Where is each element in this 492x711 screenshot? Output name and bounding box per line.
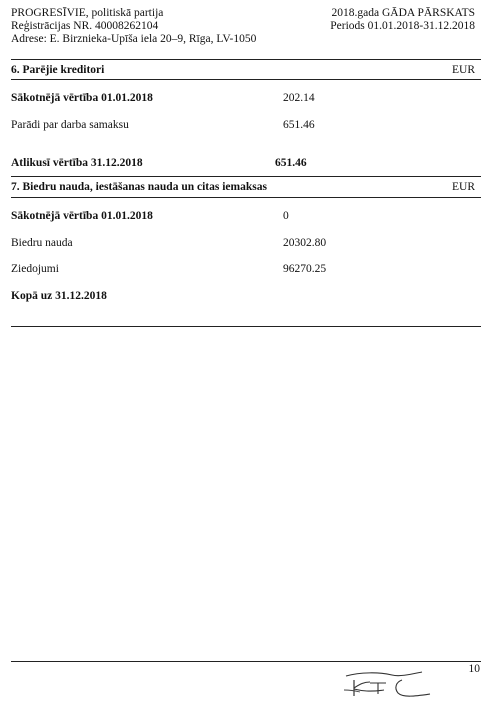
organization-name: PROGRESĪVIE, politiskā partija — [11, 7, 164, 19]
section6-header-rule — [11, 79, 481, 80]
section7-row-value: 20302.80 — [283, 237, 327, 249]
registration-number: Reģistrācijas NR. 40008262104 — [11, 20, 159, 32]
section7-row-label: Sākotnējā vērtība 01.01.2018 — [11, 210, 153, 222]
section7-top-rule — [11, 176, 481, 177]
section7-row-value: 0 — [283, 210, 289, 222]
report-period: Periods 01.01.2018-31.12.2018 — [330, 20, 475, 32]
section7-bottom-rule — [11, 326, 481, 327]
section7-row-value: 96270.25 — [283, 263, 327, 275]
section6-row-value: 202.14 — [283, 92, 315, 104]
section7-row-label: Ziedojumi — [11, 263, 59, 275]
section6-title: 6. Parējie kreditori — [11, 64, 105, 76]
section6-row-value: 651.46 — [283, 119, 315, 131]
page-number: 10 — [468, 663, 480, 675]
report-title: 2018.gada GĀDA PĀRSKATS — [331, 7, 475, 19]
section7-total-label: Kopā uz 31.12.2018 — [11, 290, 107, 302]
section6-total-label: Atlikusī vērtība 31.12.2018 — [11, 157, 143, 169]
section7-row-label: Biedru nauda — [11, 237, 73, 249]
section6-top-rule — [11, 59, 481, 60]
section6-row-label: Sākotnējā vērtība 01.01.2018 — [11, 92, 153, 104]
section6-currency: EUR — [452, 64, 475, 76]
section7-currency: EUR — [452, 181, 475, 193]
section7-header-rule — [11, 197, 481, 198]
organization-address: Adrese: E. Birznieka-Upīša iela 20–9, Rīga, LV-1050 — [11, 33, 257, 45]
section7-title: 7. Biedru nauda, iestāšanas nauda un citas iemaksas — [11, 181, 267, 193]
handwritten-signature — [340, 666, 440, 702]
footer-rule — [11, 661, 481, 662]
section6-total-value: 651.46 — [275, 157, 307, 169]
section6-row-label: Parādi par darba samaksu — [11, 119, 129, 131]
